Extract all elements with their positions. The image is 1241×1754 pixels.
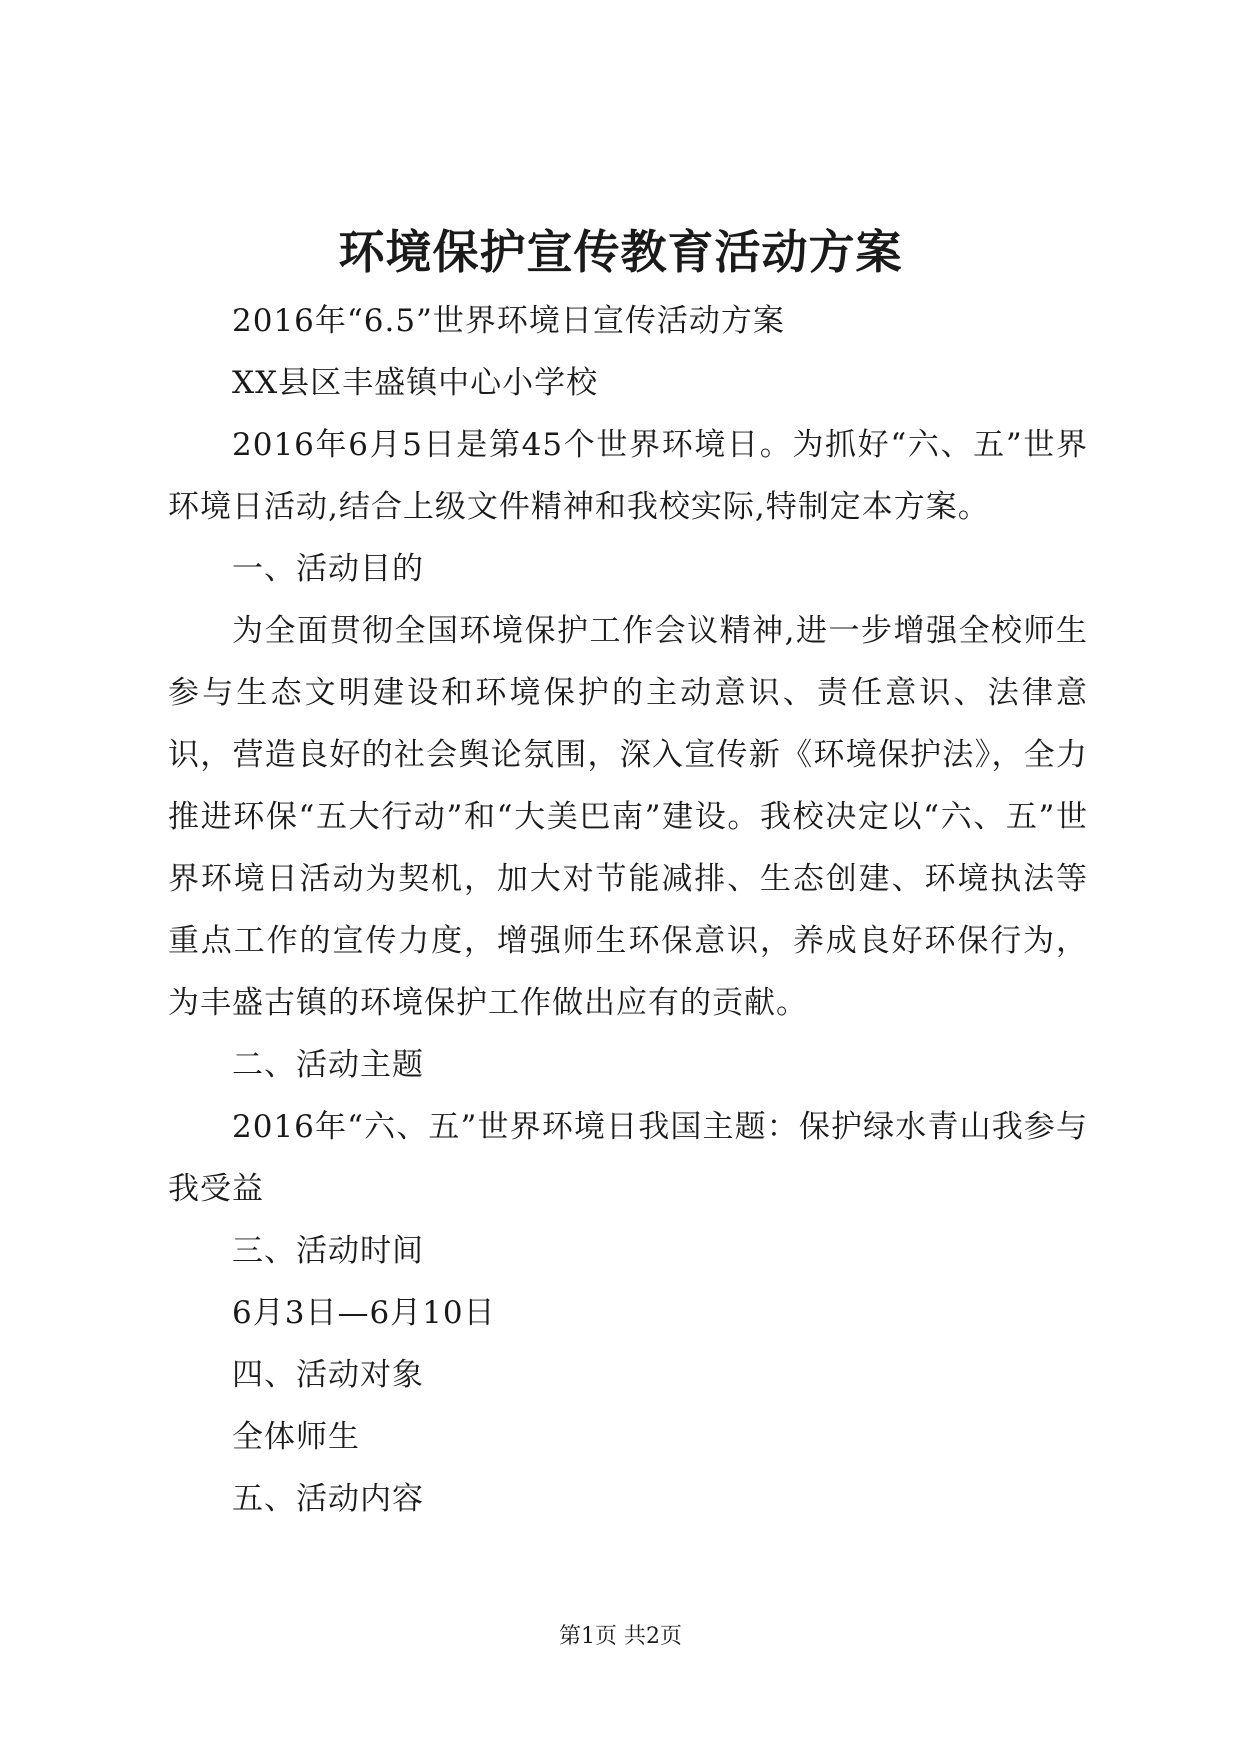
paragraph-theme: 2016年“六、五”世界环境日我国主题：保护绿水青山我参与我受益 — [168, 1109, 1088, 1207]
paragraph-school: XX县区丰盛镇中心小学校 — [232, 365, 599, 401]
paragraph-purpose: 为全面贯彻全国环境保护工作会议精神,进一步增强全校师生参与生态文明建设和环境保护的主动意识、责任意识、法律意识，营造良好的社会舆论氛围，深入宣传新《环境保护法》，全力推进环保“五大行动”和“大美巴南”建设。我校决定以“六、五”世界环境日活动为契机，加大对节能减排、生态创建、环境执法等重点工作的宣传力度，增强师生环保意识，养成良好环保行为，为丰盛古镇的环境保护工作做出应有的贡献。 — [168, 613, 1088, 1021]
section-heading-content: 五、活动内容 — [232, 1481, 424, 1517]
section-heading-purpose: 一、活动目的 — [232, 551, 424, 587]
paragraph-subtitle: 2016年“6.5”世界环境日宣传活动方案 — [232, 303, 785, 339]
page-footer: 第1页 共2页 — [559, 1624, 682, 1649]
section-heading-audience: 四、活动对象 — [232, 1357, 424, 1393]
paragraph-audience: 全体师生 — [232, 1419, 360, 1455]
section-heading-time: 三、活动时间 — [232, 1233, 424, 1269]
document-title: 环境保护宣传教育活动方案 — [338, 225, 903, 279]
paragraph-time: 6月3日—6月10日 — [232, 1295, 496, 1331]
document-body — [168, 290, 1088, 1530]
section-heading-theme: 二、活动主题 — [232, 1047, 424, 1083]
paragraph-intro: 2016年6月5日是第45个世界环境日。为抓好“六、五”世界环境日活动,结合上级文件精神和我校实际,特制定本方案。 — [168, 427, 1088, 525]
